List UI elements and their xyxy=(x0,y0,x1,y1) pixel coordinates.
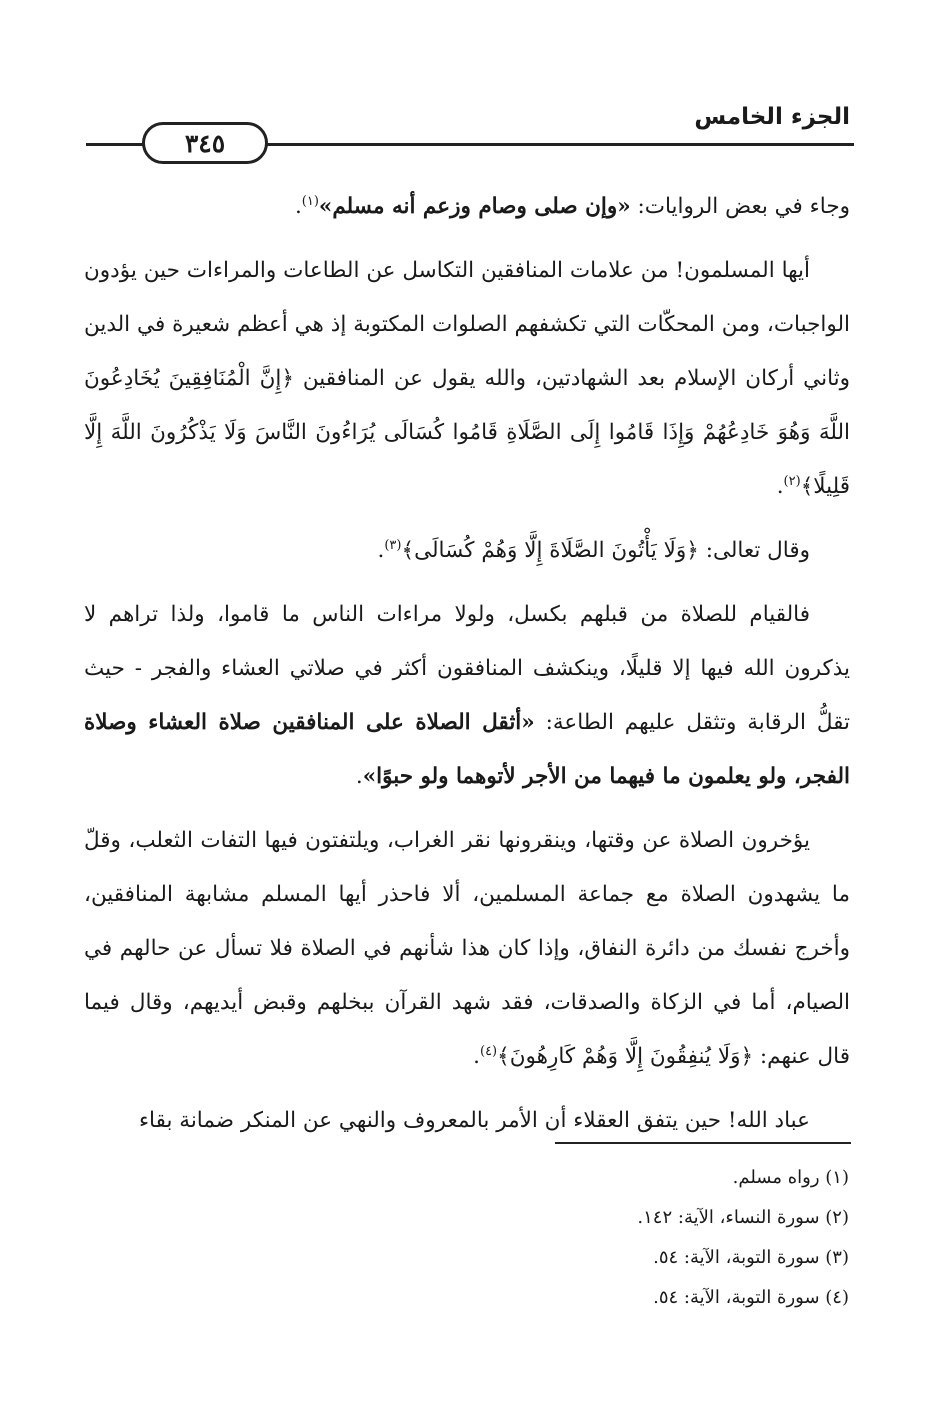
footnote-separator xyxy=(555,1142,851,1144)
quran-verse: ﴿وَلَا يَأْتُونَ الصَّلَاةَ إِلَّا وَهُمْ كُسَالَى﴾ xyxy=(401,538,699,563)
page-header xyxy=(86,96,854,166)
footnote-3: (٣) سورة التوبة، الآية: ٥٤. xyxy=(653,1247,849,1268)
footnote-ref-2[interactable]: (٢) xyxy=(783,473,801,489)
paragraph-2: أيها المسلمون! من علامات المنافقين التكاسل عن الطاعات والمراءات حين يؤدون الواجبات، ومن المحكّات التي تكشفهم الصلوات المكتوبة إذ هي أعظم شعيرة في الدين وثاني أركان الإسلام بعد الشهادتين، والله يقول عن المنافقين ﴿إِنَّ الْمُنَافِقِينَ يُخَادِعُونَ اللَّهَ وَهُوَ خَادِعُهُمْ وَإِذَا قَامُوا إِلَى الصَّلَاةِ قَامُوا كُسَالَى يُرَاءُونَ النَّاسَ وَلَا يَذْكُرُونَ اللَّهَ إِلَّا قَلِيلًا﴾$^{(٢)}$. xyxy=(84,258,850,499)
hadith-quote: «أثقل الصلاة على المنافقين صلاة العشاء وصلاة الفجر، ولو يعلمون ما فيهما من الأجر لأتوهما ولو حبوًا» xyxy=(84,710,850,789)
quran-verse: ﴿إِنَّ الْمُنَافِقِينَ يُخَادِعُونَ اللَّهَ وَهُوَ خَادِعُهُمْ وَإِذَا قَامُوا إِلَى الصَّلَاةِ قَامُوا كُسَالَى يُرَاءُونَ النَّاسَ وَلَا يَذْكُرُونَ اللَّهَ إِلَّا قَلِيلًا﴾ xyxy=(84,366,850,499)
paragraph-5: يؤخرون الصلاة عن وقتها، وينقرونها نقر الغراب، ويلتفتون فيها التفات الثعلب، وقلّ ما يشهدون الصلاة مع جماعة المسلمين، ألا فاحذر أيها المسلم مشابهة المنافقين، وأخرج نفسك من دائرة النفاق، وإذا كان هذا شأنهم في الصلاة فلا تسأل عن حالهم في الصيام، أما في الزكاة والصدقات، فقد شهد القرآن ببخلهم وقبض أيديهم، وقال فيما قال عنهم: ﴿وَلَا يُنفِقُونَ إِلَّا وَهُمْ كَارِهُونَ﴾$^{(٤)}$. xyxy=(84,828,850,1069)
footnote-1: (١) رواه مسلم. xyxy=(732,1167,849,1188)
footnotes xyxy=(149,1158,849,1318)
quran-verse: ﴿وَلَا يُنفِقُونَ إِلَّا وَهُمْ كَارِهُونَ﴾ xyxy=(497,1044,754,1069)
paragraph-3: وقال تعالى: ﴿وَلَا يَأْتُونَ الصَّلَاةَ إِلَّا وَهُمْ كُسَالَى﴾$^{(٣)}$. xyxy=(377,537,810,563)
paragraph-1: وجاء في بعض الروايات: «وإن صلى وصام وزعم أنه مسلم»$^{(١)}$. xyxy=(294,193,850,219)
footnote-2: (٢) سورة النساء، الآية: ١٤٢. xyxy=(637,1207,849,1228)
page-number: ٣٤٥ xyxy=(142,122,268,164)
footnote-ref-3[interactable]: (٣) xyxy=(384,537,402,553)
paragraph-6: عباد الله! حين يتفق العقلاء أن الأمر بالمعروف والنهي عن المنكر ضمانة بقاء xyxy=(138,1108,810,1133)
footnote-ref-4[interactable]: (٤) xyxy=(479,1043,498,1059)
footnote-4: (٤) سورة التوبة، الآية: ٥٤. xyxy=(653,1287,849,1308)
page-body xyxy=(84,180,850,1158)
hadith-quote: «وإن صلى وصام وزعم أنه مسلم» xyxy=(318,194,631,219)
footnote-ref-1[interactable]: (١) xyxy=(301,193,319,209)
paragraph-4: فالقيام للصلاة من قبلهم بكسل، ولولا مراءات الناس ما قاموا، ولذا تراهم لا يذكرون الله فيها إلا قليلًا، وينكشف المنافقون أكثر في صلاتي العشاء والفجر - حيث تقلُّ الرقابة وتثقل عليهم الطاعة: «أثقل الصلاة على المنافقين صلاة العشاء وصلاة الفجر، ولو يعلمون ما فيهما من الأجر لأتوهما ولو حبوًا». xyxy=(84,602,850,789)
part-title: الجزء الخامس xyxy=(694,104,850,130)
